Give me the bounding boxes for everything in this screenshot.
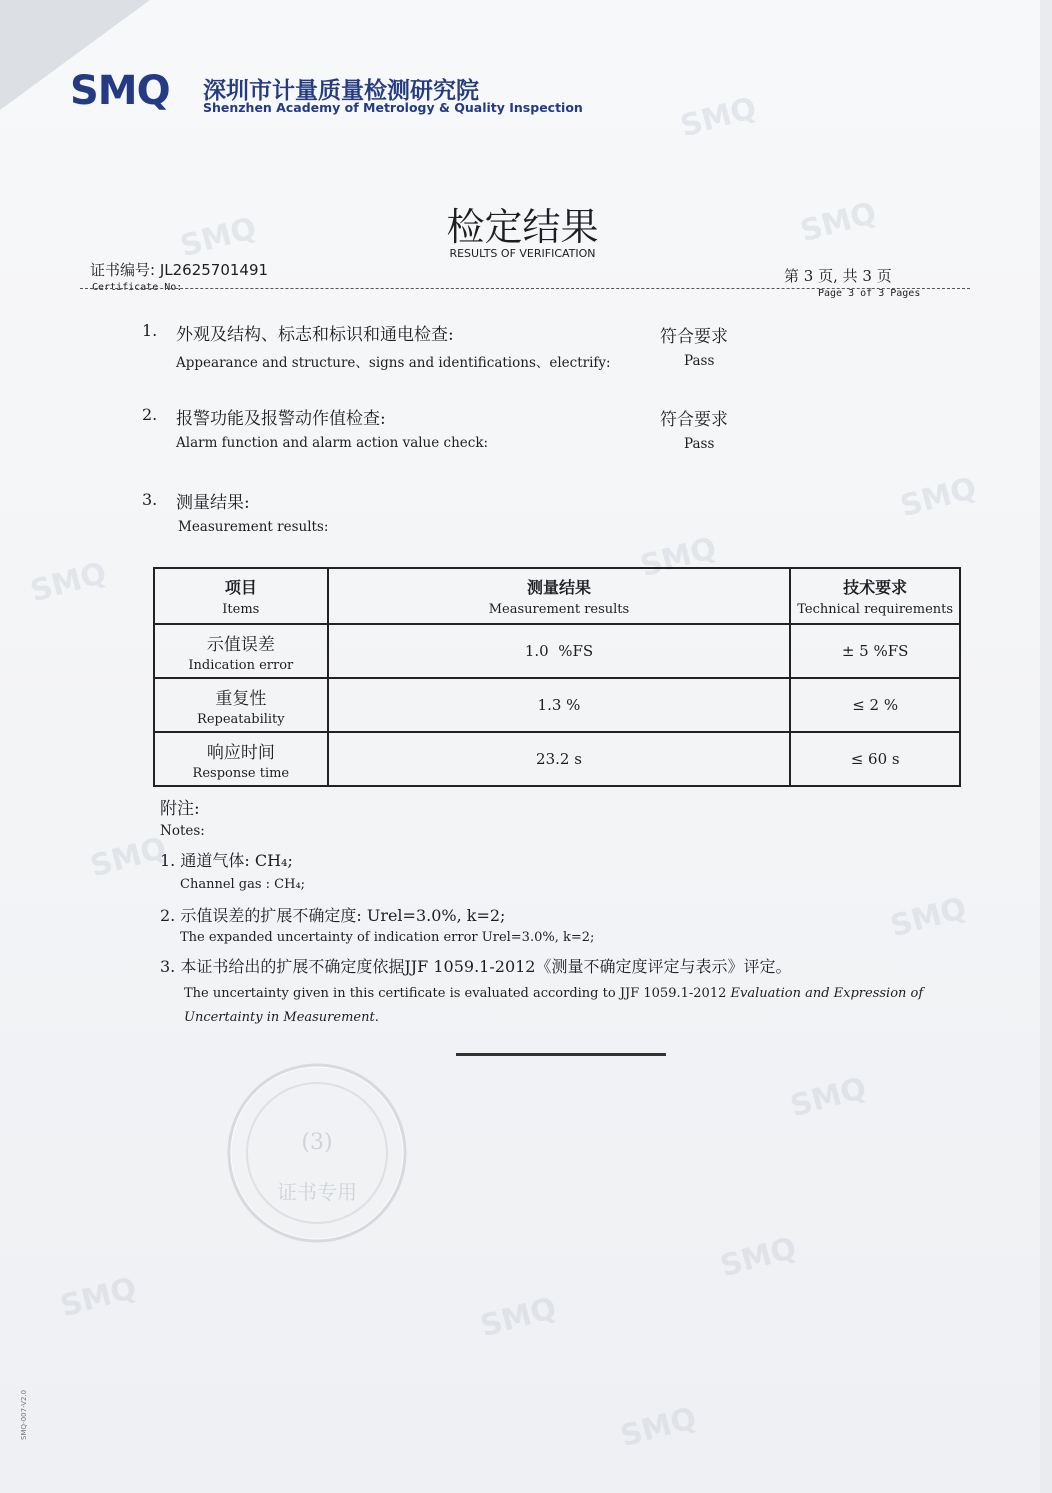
check-number: 3. [142,490,158,509]
header-items [154,568,328,624]
requirement-cell: ≤ 2 % [790,678,960,732]
check-label-cn: 报警功能及报警动作值检查: [176,409,386,429]
item-cell [154,624,328,678]
check-number: 2. [142,405,158,424]
certificate-value: JL2625701491 [159,261,269,279]
watermark: SMQ [86,830,171,885]
page-number-cn: 第 3 页, 共 3 页 [784,267,892,285]
header-en: Technical requirements [797,602,954,617]
header-en: Items [222,602,260,617]
note-3-en-text: The uncertainty given in this certificate is evaluated according to JJF 1059.1-2012 [184,986,727,1001]
seal-bottom-text: 证书专用 [277,1180,357,1204]
form-code: SMQ-007-V2.0 [20,1389,28,1440]
check-label-en: Measurement results: [178,519,329,535]
item-cn: 响应时间 [206,742,275,763]
watermark: SMQ [786,1070,871,1125]
watermark: SMQ [676,90,761,145]
check-result-en: Pass [684,353,715,369]
note-3-en [184,982,964,1030]
check-label-en: Appearance and structure、signs and identifications、electrify: [176,355,611,371]
result-cell: 23.2 s [328,732,791,786]
note-3-en-italic: Evaluation and Expression of Uncertainty in Measurement. [184,986,924,1025]
item-cn: 重复性 [215,688,267,709]
note-1-en: Channel gas : CH₄; [180,877,306,892]
header-measurement [328,568,791,624]
requirement-cell: ≤ 60 s [790,732,960,786]
header-en: Measurement results [488,602,630,617]
item-en: Response time [192,765,290,781]
watermark: SMQ [796,195,881,250]
requirement-cell: ± 5 %FS [790,624,960,678]
note-1-cn: 1. 通道气体: CH₄; [160,851,293,870]
note-2-en: The expanded uncertainty of indication error Urel=3.0%, k=2; [180,930,595,945]
item-en: Indication error [188,657,294,673]
header-cn: 项目 [224,578,257,597]
org-name-en: Shenzhen Academy of Metrology & Quality Inspection [203,100,583,115]
watermark: SMQ [616,1400,701,1455]
item-en: Repeatability [197,711,285,727]
note-2-cn: 2. 示值误差的扩展不确定度: Urel=3.0%, k=2; [160,906,506,925]
results-table [153,567,961,787]
smq-logo: SMQ [70,68,170,114]
check-label-cn: 测量结果: [176,493,250,513]
page-subtitle: RESULTS OF VERIFICATION [449,247,596,260]
table-row [154,624,960,678]
note-3-cn: 3. 本证书给出的扩展不确定度依据JJF 1059.1-2012《测量不确定度评定与表示》评定。 [160,957,792,976]
end-line [456,1053,666,1056]
result-cell: 1.0 %FS [328,624,791,678]
check-label-en: Alarm function and alarm action value check: [176,435,489,451]
item-cn: 示值误差 [206,634,275,655]
page-title: 检定结果 [446,205,599,249]
watermark: SMQ [886,890,971,945]
watermark: SMQ [476,1290,561,1345]
watermark: SMQ [716,1230,801,1285]
certificate-label: 证书编号: [90,261,156,279]
header-cn: 测量结果 [526,578,591,597]
seal-center-text: (3) [301,1130,333,1155]
item-cell [154,732,328,786]
check-result-en: Pass [684,436,715,452]
check-result-cn: 符合要求 [660,327,728,347]
result-cell: 1.3 % [328,678,791,732]
check-label-cn: 外观及结构、标志和标识和通电检查: [176,325,454,345]
certificate-number [90,259,268,280]
header-requirements [790,568,960,624]
table-header-row [154,568,960,624]
embossed-seal [222,1058,412,1248]
notes-title-cn: 附注: [160,799,200,819]
header-cn: 技术要求 [843,578,908,597]
check-number: 1. [142,321,158,340]
watermark: SMQ [26,555,111,610]
org-name-cn: 深圳市计量质量检测研究院 [203,78,479,104]
table-row [154,732,960,786]
watermark: SMQ [56,1270,141,1325]
certificate-label-en: Certificate No: [92,282,183,293]
page-number-en: Page 3 of 3 Pages [818,288,921,299]
header-divider [80,288,970,289]
notes-title-en: Notes: [160,823,205,839]
check-result-cn: 符合要求 [660,410,728,430]
watermark: SMQ [636,530,721,585]
table-row [154,678,960,732]
item-cell [154,678,328,732]
watermark: SMQ [896,470,981,525]
watermark: SMQ [176,210,261,265]
